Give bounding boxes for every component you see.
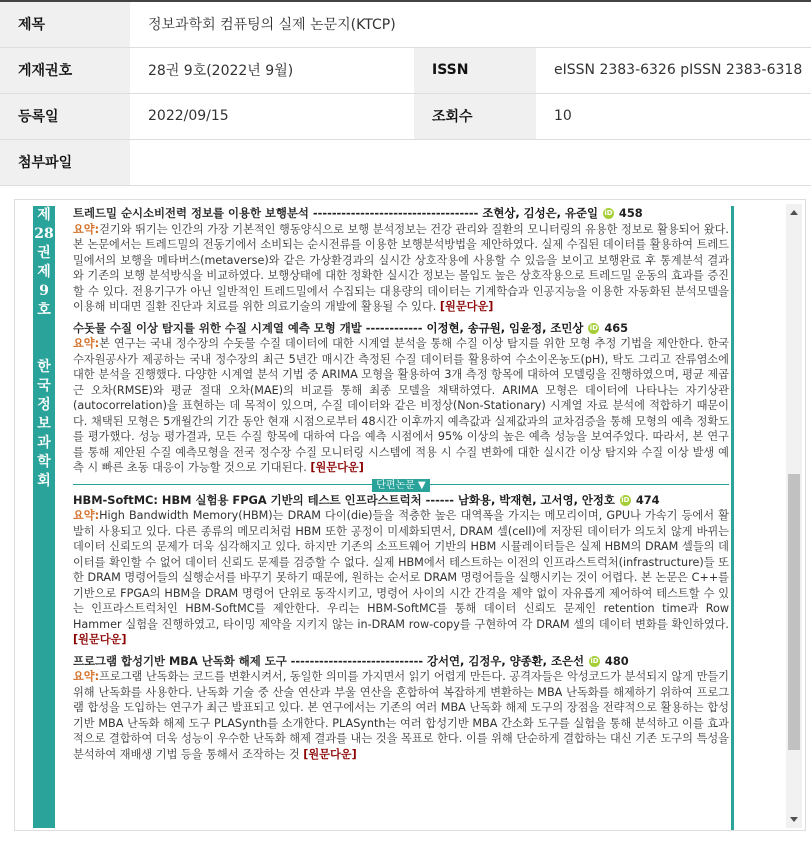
paper-entry [73,321,729,476]
download-link[interactable]: [원문다운] [439,300,494,313]
toc-panel[interactable] [14,199,806,831]
paper-title-line [73,493,729,509]
paper-entry [73,493,729,648]
paper-title[interactable]: HBM-SoftMC: HBM 실험용 FPGA 기반의 테스트 인프라스트럭처 [73,492,422,507]
paper-title[interactable]: 수돗물 수질 이상 탐지를 위한 수질 시계열 예측 모형 개발 [73,320,362,335]
volume-label-char: 학 [37,454,51,470]
volume-label-char: 국 [37,378,51,394]
paper-authors: 강서연, 김정우, 양종환, 조은선 [427,653,584,668]
paper-page: 458 [618,206,643,220]
paper-entry [73,206,729,315]
summary-label: 요약: [73,670,100,683]
title-value: 정보과학회 컴퓨팅의 실제 논문지(KTCP) [130,1,811,47]
scroll-up-arrow-icon[interactable] [790,210,798,215]
attach-value [130,139,811,185]
download-link[interactable]: [원문다운] [73,633,127,646]
date-label: 등록일 [0,93,130,139]
volume-label-char: 9 [39,283,49,299]
volume-label-char [33,339,55,358]
volume-label-char: 정 [37,397,51,413]
issn-value: eISSN 2383-6326 pISSN 2383-6318 [536,47,811,93]
scrollbar[interactable] [786,204,802,828]
meta-row-attach [0,139,811,185]
paper-title-line [73,206,729,222]
scrollbar-thumb[interactable] [788,474,800,750]
volume-label-char: 제 [37,264,51,280]
meta-row-issue [0,47,811,93]
toc-content[interactable] [73,206,729,830]
volume-label-char: 제 [37,207,51,223]
views-label: 조회수 [414,93,536,139]
meta-row-date [0,93,811,139]
orcid-icon[interactable]: iD [590,656,599,665]
orcid-icon[interactable]: iD [604,209,613,217]
issue-label: 게재권호 [0,47,130,93]
paper-authors: 남화용, 박재현, 고서영, 안정호 [457,492,615,507]
volume-label-char: 한 [37,359,51,375]
paper-title-line [73,321,729,337]
date-value: 2022/09/15 [130,93,414,139]
paper-abstract: 본 연구는 국내 정수장의 수돗물 수질 데이터에 대한 시계열 분석을 통해 수질 이상 탐지를 위한 모형 추정 기법을 제안한다. 한국수자원공사가 제공하는 국내 정수장의 최근 5년간 매시간 측정된 수질 데이터를 활용하여 수소이온농도(pH), 탁도 그리고 잔류염소에 대한 분석을 진행했다. 다양한 시계열 분석 기법 중 ARIMA 모형을 활용하여 3개 측정 항목에 대하여 모델링을 진행하였으며, 평균 제곱근 오차(RMSE)와 평균 절대 오차(MAE)의 비교를 통해 최종 모델을 채택하였다. ARIMA 모형은 데이터에 나타나는 자기상관(autocorrelation)을 표현하는 데 목적이 있으며, 수질 데이터와 같은 비정상(Non-Stationary) 시계열 자료 분석에 적합하기 때문이다. 채택된 모형은 5개월간의 기간 동안 현재 시점으로부터 48시간 이후까지 예측값과 실제값과의 교차검증을 통해 모형의 예측 정확도를 평가했다. 성능 평가결과, 모든 수질 항목에 대하여 다음 예측 시점에서 95% 이상의 높은 예측 성능을 보여주었다. 따라서, 본 연구를 통해 제안된 수질 예측모형을 전국 정수장 수질 모니터링 시스템에 적용 시 수질 변화에 대한 실시간 이상 탐지와 수질 이상 발생 예측 시 빠른 초동 대응이 가능할 것으로 기대된다. [73,337,729,474]
section-divider [73,479,729,491]
paper-title[interactable]: 트레드밀 순시소비전력 정보를 이용한 보행분석 [73,206,309,220]
volume-side-label [33,206,55,828]
paper-page: 465 [604,320,629,335]
paper-dashes: ------ [421,492,458,507]
volume-label-char: 보 [37,416,51,432]
volume-label-char: 과 [37,435,51,451]
summary-label: 요약: [73,509,100,522]
download-link[interactable]: [원문다운] [303,747,357,761]
paper-abstract-block [73,508,729,648]
paper-abstract: High Bandwidth Memory(HBM)는 DRAM 다이(die)들을 적층한 높은 대역폭을 가지는 메모리이며, GPU나 가속기 등에서 활발히 사용되고 있다. 다른 종류의 메모리처럼 HBM 또한 공정이 미세화되면서, DRAM 셀(cell)에 저장된 데이터가 의도치 않게 바뀌는 데이터 신뢰도의 문제가 더욱 심각해지고 있다. 하지만 기존의 소프트웨어 기반의 HBM 시뮬레이터들은 실제 HBM의 DRAM 셀들의 데이터를 확인할 수 없어 데이터 신뢰도 문제를 검증할 수 없다. 실제 HBM에서 테스트하는 이전의 인프라스트럭처(infrastructure)들 또한 DRAM 명령어들의 실행순서를 바꾸기 못하기 때문에, 원하는 순서로 DRAM 명령어들을 실행시키는 것이 어렵다. 본 논문은 C++를 기반으로 FPGA의 HBM을 DRAM 명령어 단위로 동작시키고, 명령어 사이의 시간 간격을 제약 없이 자유롭게 제어하여 테스트할 수 있는 인프라스트럭처인 HBM-SoftMC를 제안한다. 우리는 HBM-SoftMC를 통해 데이터 신뢰도 문제인 retention time과 Row Hammer 실험을 진행하였고, 타이밍 제약을 지키지 않는 in-DRAM row-copy를 구현하여 각 DRAM 셀의 데이터 변화를 확인하였다. [73,509,729,631]
paper-abstract: 프로그램 난독화는 코드를 변환시켜서, 동일한 의미를 가지면서 읽기 어렵게 만든다. 공격자들은 악성코드가 분석되지 않게 만들기 위해 난독화를 사용한다. 난독화 기술 중 산술 연산과 부울 연산을 혼합하여 복잡하게 변환하는 MBA 난독화를 해제하기 위하여 프로그램 합성을 도입하는 연구가 최근 발표되고 있다. 본 연구에서는 기존의 여러 MBA 난독화 해제 도구의 장점을 전략적으로 활용하는 합성기반 MBA 난독화 해제 도구 PLASynth를 소개한다. PLASynth는 여러 합성기반 MBA 간소화 도구를 실험을 통해 분석하고 이를 효과적으로 결합하여 더욱 성능이 우수한 난독화 해제 결과를 내는 것을 목표로 한다. 이를 위해 단순하게 결합하는 대신 기존 도구의 특성을 분석하여 재배생 기법 등을 통해서 조작하는 것 [73,670,729,761]
paper-title[interactable]: 프로그램 합성기반 MBA 난독화 해제 도구 [73,653,287,668]
paper-dashes: ----------------------------------- [308,206,483,220]
volume-label-char [33,320,55,339]
volume-label-char: 권 [37,245,51,261]
section-label: 단편논문 ▼ [372,479,430,492]
download-link[interactable]: [원문다운] [310,461,364,474]
volume-label-char: 호 [37,302,51,318]
paper-authors: 이정현, 송규원, 임윤정, 조민상 [426,320,584,335]
views-value: 10 [536,93,811,139]
scroll-down-arrow-icon[interactable] [790,817,798,822]
paper-authors: 조현상, 김성은, 유준일 [482,206,598,220]
summary-label: 요약: [73,222,100,236]
summary-label: 요약: [73,337,100,350]
paper-abstract: 걷기와 뛰기는 인간의 가장 기본적인 행동양식으로 보행 분석정보는 건강 관리와 질환의 모니터링의 유용한 정보로 활용되어 왔다. 본 논문에서는 트레드밀의 전동기에서 소비되는 순시전류를 이용한 보행분석방법을 제안하였다. 실제 수집된 데이터를 활용하여 트레드밀에서의 보행을 메타버스(metaverse)와 같은 가상환경과의 실시간 상호작용에 사용할 수 있음을 보이고 보행완료 후 통계분석 결과와 기존의 보행 분석방식을 비교하였다. 보행상태에 대한 정확한 실시간 정보는 몰입도 높은 상호작용으로 트레드밀 운동의 효과를 증진할 수 있다. 전용기구가 아닌 일반적인 트레드밀에서 수집되는 대용량의 데이터는 기계학습과 인공지능을 이용한 자동화된 분석모델을 이용해 비대면 질환 진단과 치료를 위한 의료기술의 개발에 활용될 수 있다. [73,222,729,313]
paper-abstract-block [73,669,729,762]
meta-row-title [0,1,811,47]
orcid-icon[interactable]: iD [621,495,630,504]
issue-value: 28권 9호(2022년 9월) [130,47,414,93]
paper-page: 480 [604,653,629,668]
paper-dashes: ------------ [361,320,427,335]
right-accent-rule [731,206,734,830]
paper-page: 474 [635,492,660,507]
issn-label: ISSN [414,47,536,93]
paper-abstract-block [73,222,729,315]
article-meta-table [0,0,811,186]
volume-label-char: 28 [34,226,54,242]
paper-entry [73,654,729,763]
attach-label: 첨부파일 [0,139,130,185]
paper-dashes: ---------------------------- [286,653,428,668]
paper-title-line [73,654,729,670]
title-label: 제목 [0,1,130,47]
volume-label-char: 회 [37,473,51,489]
paper-abstract-block [73,336,729,476]
orcid-icon[interactable]: iD [589,323,598,332]
